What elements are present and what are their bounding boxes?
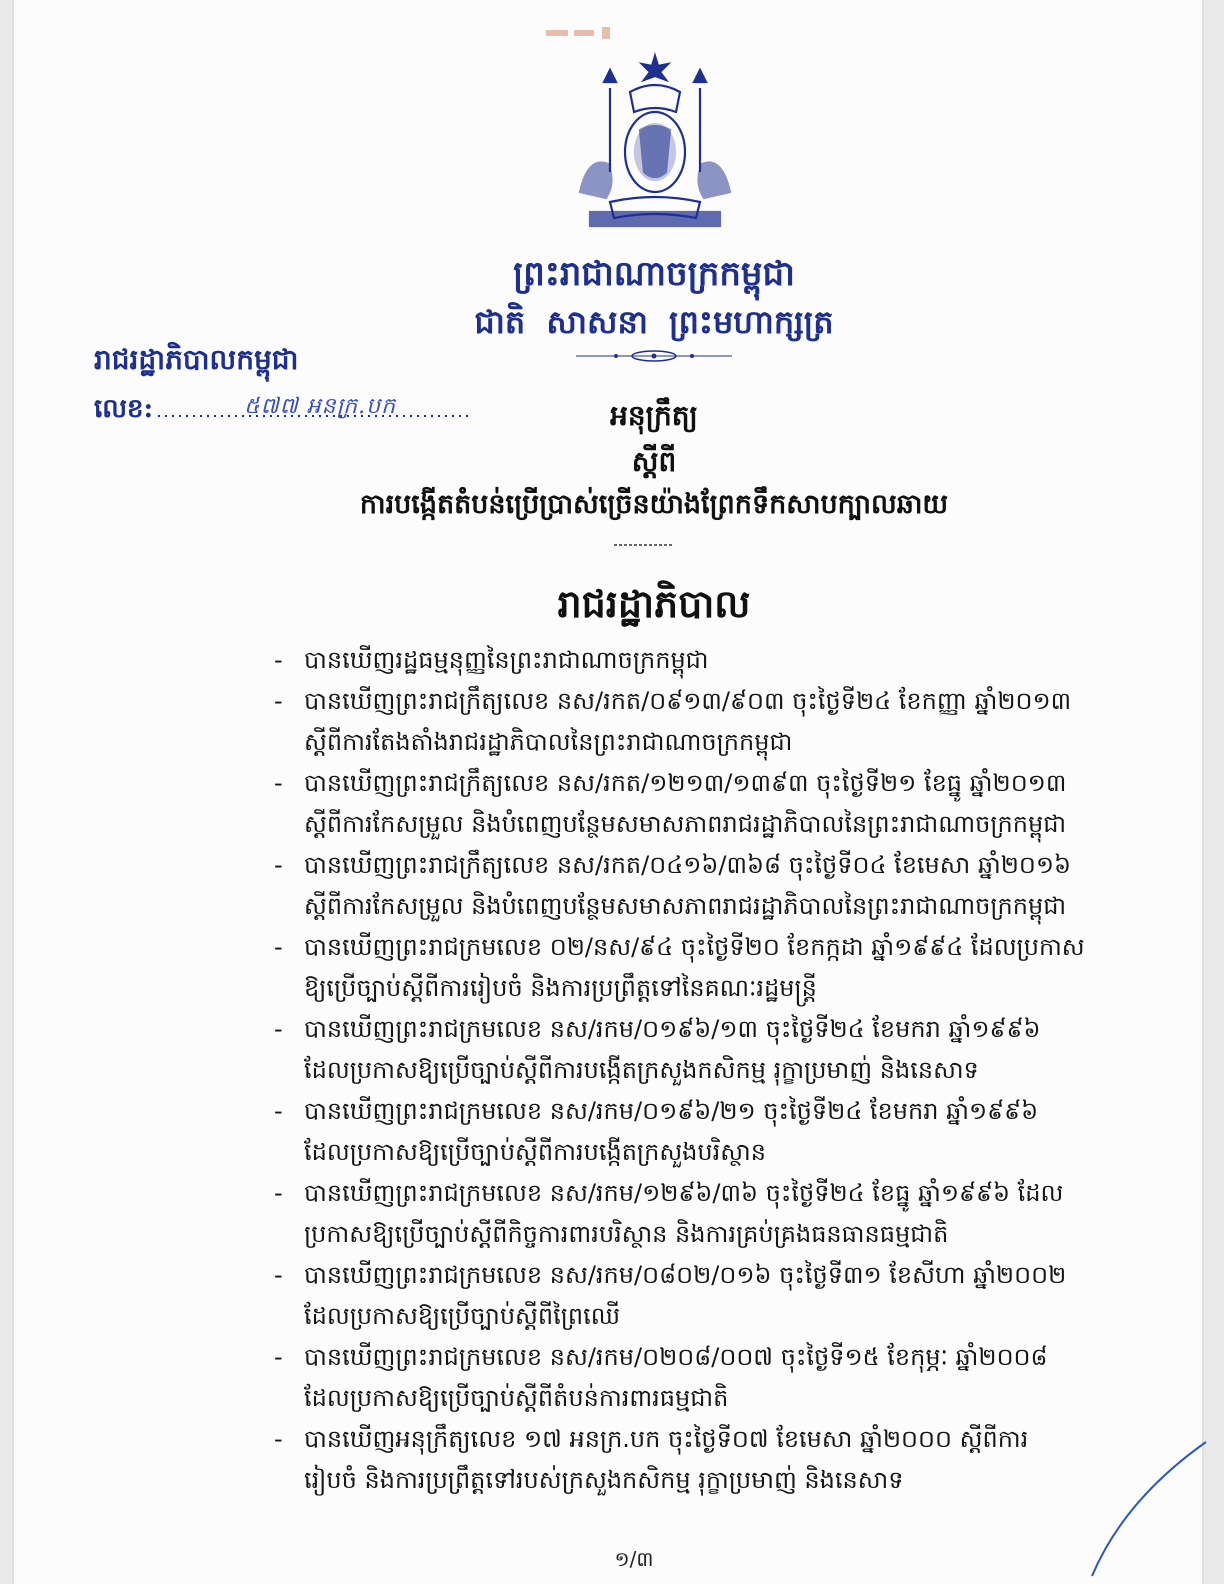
preamble-line: - បានឃើញព្រះរាជក្រមលេខ នស/រកម/០១៩៦/២១ ចុះថ្ងៃទី២៤ ខែមករា ឆ្នាំ១៩៩៦ xyxy=(304,1097,1039,1125)
reference-number-label: លេខ: xyxy=(94,394,154,424)
preamble-item xyxy=(264,1419,1124,1501)
document-page xyxy=(14,0,1202,1584)
preamble-line: ប្រកាសឱ្យប្រើច្បាប់ស្តីពីកិច្ចការពារបរិស្ថាន និងការគ្រប់គ្រងធនធានធម្មជាតិ xyxy=(304,1220,949,1248)
preamble-list xyxy=(264,640,1124,1501)
preamble-line: - បានឃើញព្រះរាជក្រមលេខ ០២/នស/៩៤ ចុះថ្ងៃទី២០ ខែកក្កដា ឆ្នាំ១៩៩៤ ដែលប្រកាស xyxy=(304,933,1085,961)
preamble-line: រៀបចំ និងការប្រព្រឹត្តទៅរបស់ក្រសួងកសិកម្ម រុក្ខាប្រមាញ់ និងនេសាទ xyxy=(304,1466,904,1494)
preamble-line: ដែលប្រកាសឱ្យប្រើច្បាប់ស្តីពីតំបន់ការពារធម្មជាតិ xyxy=(304,1384,729,1412)
royal-coat-of-arms-emblem xyxy=(570,52,740,230)
preamble-line: ឱ្យប្រើច្បាប់ស្តីពីការរៀបចំ និងការប្រព្រឹត្តទៅនៃគណៈរដ្ឋមន្ត្រី xyxy=(304,974,817,1002)
preamble-item xyxy=(264,681,1124,763)
national-motto: ជាតិ សាសនា ព្រះមហាក្សត្រ xyxy=(474,303,834,341)
document-type-title: អនុក្រឹត្យ xyxy=(610,399,698,432)
preamble-line: - បានឃើញព្រះរាជក្រមលេខ នស/រកម/១២៩៦/៣៦ ចុះថ្ងៃទី២៤ ខែធ្នូ ឆ្នាំ១៩៩៦ ដែល xyxy=(304,1179,1064,1207)
document-subject-connector: ស្តីពី xyxy=(631,445,677,478)
preamble-item xyxy=(264,845,1124,927)
preamble-line: ដែលប្រកាសឱ្យប្រើច្បាប់ស្តីពីការបង្កើតក្រសួងបរិស្ថាន xyxy=(304,1138,766,1166)
preamble-item xyxy=(264,1255,1124,1337)
preamble-line: ស្តីពីការតែងតាំងរាជរដ្ឋាភិបាលនៃព្រះរាជាណាចក្រកម្ពុជា xyxy=(304,728,793,756)
preamble-line: - បានឃើញរដ្ឋធម្មនុញ្ញនៃព្រះរាជាណាចក្រកម្ពុជា xyxy=(304,646,709,674)
kingdom-name: ព្រះរាជាណាចក្រកម្ពុជា xyxy=(513,254,795,294)
document-subject: ការបង្កើតតំបន់ប្រើប្រាស់ច្រើនយ៉ាងព្រែកទឹកសាបក្បាលឆាយ xyxy=(359,489,949,520)
page-number: ១/៣ xyxy=(614,1547,654,1571)
initial-pen-stroke xyxy=(1084,1430,1214,1580)
faint-stamp-mark xyxy=(540,22,630,46)
preamble-line: ដែលប្រកាសឱ្យប្រើច្បាប់ស្តីពីការបង្កើតក្រសួងកសិកម្ម រុក្ខាប្រមាញ់ និងនេសាទ xyxy=(304,1056,979,1084)
preamble-line: - បានឃើញព្រះរាជក្រមលេខ នស/រកម/០១៩៦/១៣ ចុះថ្ងៃទី២៤ ខែមករា ឆ្នាំ១៩៩៦ xyxy=(304,1015,1041,1043)
government-heading: រាជរដ្ឋាភិបាល xyxy=(557,581,751,626)
preamble-line: ស្តីពីការកែសម្រួល និងបំពេញបន្ថែមសមាសភាពរាជរដ្ឋាភិបាលនៃព្រះរាជាណាចក្រកម្ពុជា xyxy=(304,892,1067,920)
preamble-item xyxy=(264,1009,1124,1091)
preamble-item xyxy=(264,1173,1124,1255)
issuing-authority: រាជរដ្ឋាភិបាលកម្ពុជា xyxy=(94,343,299,376)
reference-number-handwritten: ៥៧៧ អនក្រ.បក xyxy=(244,394,397,419)
preamble-line: - បានឃើញព្រះរាជក្រមលេខ នស/រកម/០២០៨/០០៧ ចុះថ្ងៃទី១៥ ខែកុម្ភៈ ឆ្នាំ២០០៨ xyxy=(304,1343,1048,1371)
preamble-line: ស្តីពីការកែសម្រួល និងបំពេញបន្ថែមសមាសភាពរាជរដ្ឋាភិបាលនៃព្រះរាជាណាចក្រកម្ពុជា xyxy=(304,810,1067,838)
preamble-line: - បានឃើញព្រះរាជក្រឹត្យលេខ នស/រកត/០៩១៣/៩០៣ ចុះថ្ងៃទី២៤ ខែកញ្ញា ឆ្នាំ២០១៣ xyxy=(304,687,1072,715)
preamble-line: - បានឃើញព្រះរាជក្រឹត្យលេខ នស/រកត/០៤១៦/៣៦៨ ចុះថ្ងៃទី០៤ ខែមេសា ឆ្នាំ២០១៦ xyxy=(304,851,1072,879)
preamble-line: - បានឃើញអនុក្រឹត្យលេខ ១៧ អនក្រ.បក ចុះថ្ងៃទី០៧ ខែមេសា ឆ្នាំ២០០០ ស្តីពីការ xyxy=(304,1425,1029,1453)
preamble-item xyxy=(264,1337,1124,1419)
preamble-item xyxy=(264,640,1124,681)
preamble-line: - បានឃើញព្រះរាជក្រមលេខ នស/រកម/០៨០២/០១៦ ចុះថ្ងៃទី៣១ ខែសីហា ឆ្នាំ២០០២ xyxy=(304,1261,1067,1289)
preamble-item xyxy=(264,1091,1124,1173)
small-divider xyxy=(614,542,674,548)
preamble-item xyxy=(264,763,1124,845)
preamble-item xyxy=(264,927,1124,1009)
ornamental-divider xyxy=(576,348,732,364)
preamble-line: - បានឃើញព្រះរាជក្រឹត្យលេខ នស/រកត/១២១៣/១៣៩៣ ចុះថ្ងៃទី២១ ខែធ្នូ ឆ្នាំ២០១៣ xyxy=(304,769,1067,797)
preamble-line: ដែលប្រកាសឱ្យប្រើច្បាប់ស្តីពីព្រៃឈើ xyxy=(304,1302,621,1330)
